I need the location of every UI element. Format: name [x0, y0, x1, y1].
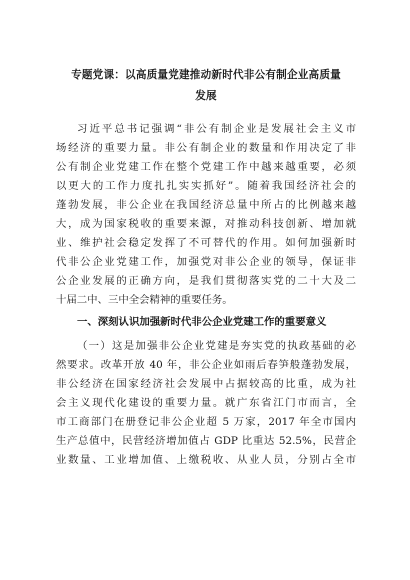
paragraph-line: 业、维护社会稳定发挥了不可替代的作用。如何加强新时	[56, 237, 356, 249]
paragraph-line: 场经济的重要力量。非公有制企业的数量和作用决定了非	[56, 142, 356, 154]
paragraph-line: （一）这是加强非公企业党建是夯实党的执政基础的必	[77, 340, 356, 352]
paragraph-line: 大，成为国家税收的重要来源，对推动科技创新、增加就	[56, 218, 356, 230]
section-heading: 一、深刻认识加强新时代非公企业党建工作的重要意义	[77, 316, 327, 328]
paragraph-line: 代非公企业党建工作，加强党对非公企业的领导，保证非	[56, 256, 356, 268]
document-title-line-1: 专题党课：以高质量党建推动新时代非公有制企业高质量	[71, 69, 341, 81]
paragraph-line: 生产总值中，民营经济增加值占 GDP 比重达 52.5%，民营企	[56, 435, 356, 447]
paragraph-line: 公有制企业党建工作在整个党建工作中越来越重要，必须	[56, 161, 356, 173]
paragraph-line: 公企业发展的正确方向，是我们贯彻落实党的二十大及二	[56, 275, 356, 287]
document-title-line-2: 发展	[195, 90, 217, 102]
paragraph-line: 十届二中、三中全会精神的重要任务。	[56, 294, 233, 306]
paragraph-line: 然要求。改革开放 40 年，非公企业如雨后春笋般蓬勃发展，	[56, 359, 356, 371]
paragraph-line: 市工商部门在册登记非公企业超 5 万家，2017 年全市国内	[56, 416, 356, 428]
paragraph-line: 业数量、工业增加值、上缴税收、从业人员，分别占全市	[56, 454, 356, 466]
paragraph-line: 蓬勃发展，非公企业在我国经济总量中所占的比例越来越	[56, 199, 356, 211]
paragraph-line: 会主义现代化建设的重要力量。就广东省江门市而言，全	[56, 397, 356, 409]
paragraph-line: 非公经济在国家经济社会发展中占据较高的比重，成为社	[56, 378, 356, 390]
paragraph-line: 以更大的工作力度扎扎实实抓好”。随着我国经济社会的	[56, 180, 356, 192]
paragraph-line: 习近平总书记强调“非公有制企业是发展社会主义市	[77, 123, 356, 135]
